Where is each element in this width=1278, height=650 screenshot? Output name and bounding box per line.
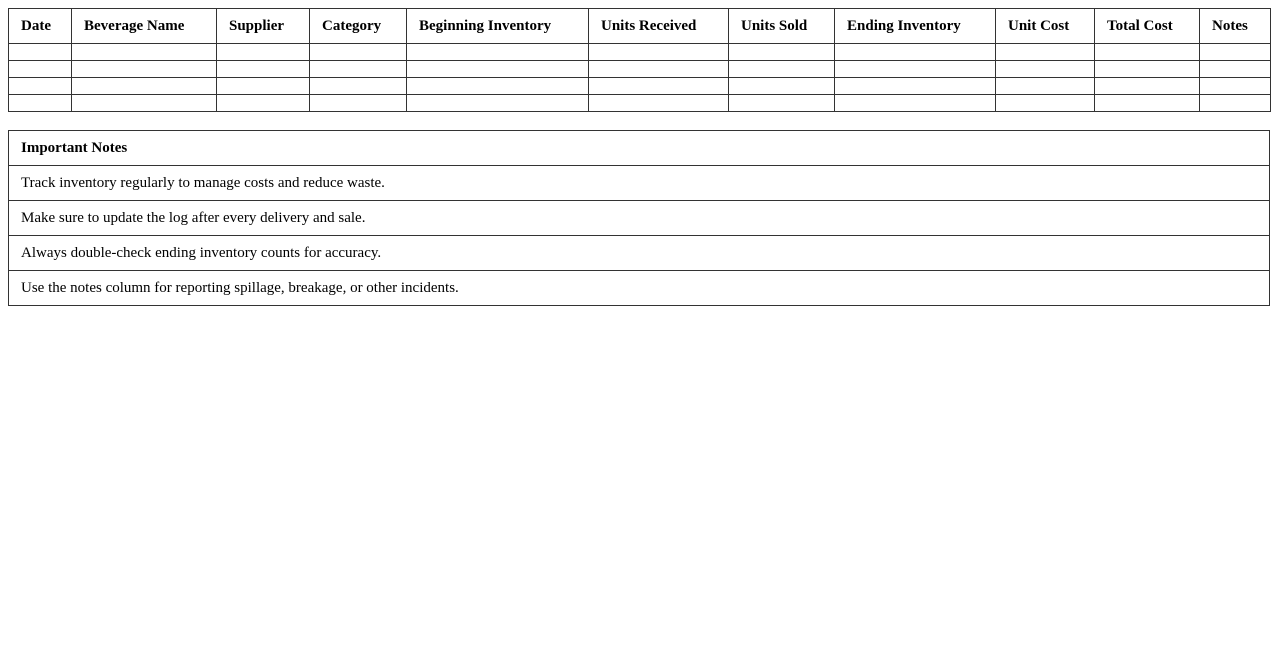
table-cell[interactable] [589,95,729,112]
table-cell[interactable] [996,95,1095,112]
table-cell[interactable] [407,61,589,78]
table-cell[interactable] [407,44,589,61]
table-cell[interactable] [729,78,835,95]
table-cell[interactable] [72,61,217,78]
notes-heading-row [9,131,1270,166]
table-row [9,44,1271,61]
table-cell[interactable] [729,95,835,112]
table-cell[interactable] [835,61,996,78]
table-cell[interactable] [996,61,1095,78]
table-cell[interactable] [9,61,72,78]
table-row [9,95,1271,112]
table-cell[interactable] [1200,78,1271,95]
note-row [9,201,1270,236]
column-header-beverage-name: Beverage Name [72,9,217,44]
note-item: Use the notes column for reporting spillage, breakage, or other incidents. [9,271,1270,306]
table-row [9,61,1271,78]
column-header-beginning-inventory: Beginning Inventory [407,9,589,44]
table-cell[interactable] [407,95,589,112]
note-row [9,236,1270,271]
table-cell[interactable] [310,44,407,61]
table-cell[interactable] [1095,78,1200,95]
table-cell[interactable] [72,95,217,112]
table-cell[interactable] [729,61,835,78]
table-cell[interactable] [1095,61,1200,78]
note-item: Track inventory regularly to manage costs and reduce waste. [9,166,1270,201]
column-header-category: Category [310,9,407,44]
table-cell[interactable] [729,44,835,61]
table-cell[interactable] [217,61,310,78]
table-cell[interactable] [589,61,729,78]
inventory-log-body [9,44,1271,112]
note-row [9,271,1270,306]
column-header-units-sold: Units Sold [729,9,835,44]
table-cell[interactable] [1200,95,1271,112]
notes-heading: Important Notes [9,131,1270,166]
table-cell[interactable] [310,78,407,95]
table-cell[interactable] [407,78,589,95]
table-cell[interactable] [217,95,310,112]
column-header-date: Date [9,9,72,44]
table-cell[interactable] [217,44,310,61]
table-cell[interactable] [217,78,310,95]
table-cell[interactable] [1095,44,1200,61]
table-cell[interactable] [1200,61,1271,78]
table-cell[interactable] [835,44,996,61]
table-cell[interactable] [835,95,996,112]
table-cell[interactable] [72,78,217,95]
table-cell[interactable] [589,44,729,61]
table-cell[interactable] [1200,44,1271,61]
column-header-notes: Notes [1200,9,1271,44]
table-header-row [9,9,1271,44]
column-header-total-cost: Total Cost [1095,9,1200,44]
table-cell[interactable] [1095,95,1200,112]
table-row [9,78,1271,95]
table-cell[interactable] [310,61,407,78]
inventory-log-table [8,8,1271,112]
table-cell[interactable] [72,44,217,61]
table-cell[interactable] [589,78,729,95]
note-row [9,166,1270,201]
table-cell[interactable] [996,44,1095,61]
note-item: Make sure to update the log after every delivery and sale. [9,201,1270,236]
table-cell[interactable] [996,78,1095,95]
column-header-units-received: Units Received [589,9,729,44]
important-notes-table [8,130,1270,306]
column-header-ending-inventory: Ending Inventory [835,9,996,44]
column-header-supplier: Supplier [217,9,310,44]
table-cell[interactable] [835,78,996,95]
table-cell[interactable] [9,44,72,61]
column-header-unit-cost: Unit Cost [996,9,1095,44]
table-cell[interactable] [9,78,72,95]
note-item: Always double-check ending inventory counts for accuracy. [9,236,1270,271]
table-cell[interactable] [9,95,72,112]
table-cell[interactable] [310,95,407,112]
